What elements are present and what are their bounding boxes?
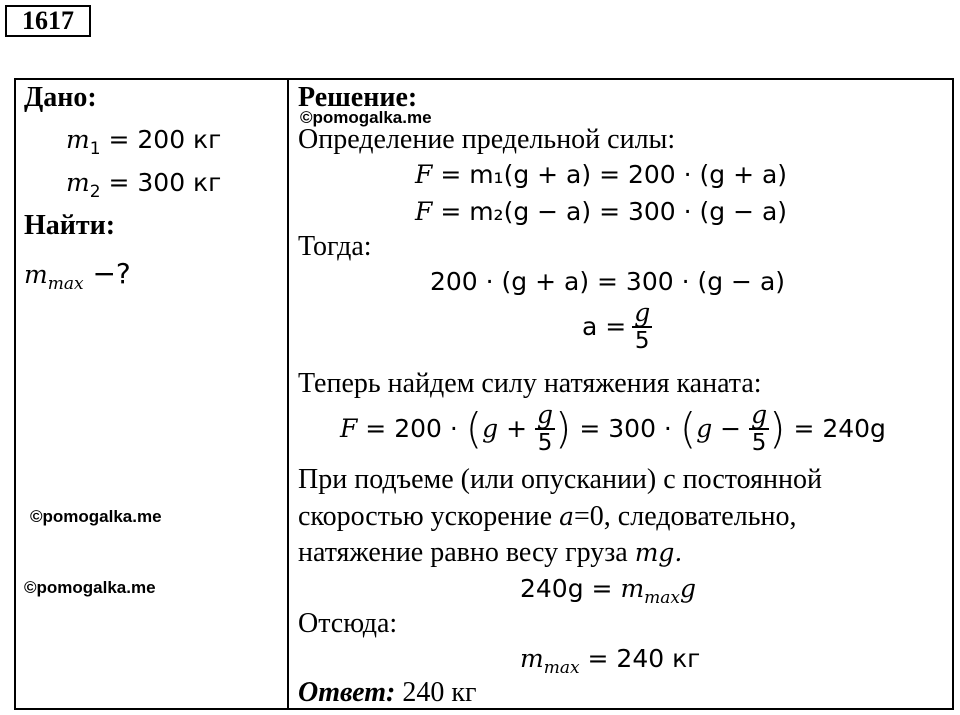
hence-text: Отсюда: <box>298 608 398 639</box>
given-m2: $m_2 = 300$ кг <box>66 168 222 202</box>
then-text: Тогда: <box>298 231 372 262</box>
tension-text: Теперь найдем силу натяжения каната: <box>298 368 762 399</box>
paragraph-line-3: натяжение равно весу груза mg. <box>298 537 683 568</box>
equation-a: a = $\frac{g}{5}$ <box>582 298 651 354</box>
watermark: ©pomogalka.me <box>24 578 156 597</box>
find-mmax: $m_{max}$ −? <box>24 257 131 294</box>
equation-1: F = m₁(g + a) = 200 · (g + a) <box>415 160 788 189</box>
given-m1: $m_1 = 200$ кг <box>66 125 222 159</box>
equation-5: $240g = m_{max}g$ <box>520 574 697 608</box>
problem-number: 1617 <box>5 5 91 37</box>
paragraph-line-1: При подъеме (или опускании) с постоянной <box>298 464 822 495</box>
watermark: ©pomogalka.me <box>30 507 162 526</box>
fraction-g-over-5: $\frac{g}{5}$ <box>634 298 651 354</box>
equation-4: F = 200 · ( g + $\frac{g}{5}$ ) = 300 · ( g − $\frac{g}{5}$ ) = 240g <box>340 400 886 456</box>
equation-2: F = m₂(g − a) = 300 · (g − a) <box>415 197 788 226</box>
solution-heading: Решение: <box>298 82 418 113</box>
given-heading: Дано: <box>24 82 97 113</box>
equation-6: $m_{max} = 240$ кг <box>520 644 701 678</box>
watermark: ©pomogalka.me <box>300 108 432 127</box>
equation-3: 200 · (g + a) = 300 · (g − a) <box>430 267 786 296</box>
column-divider <box>287 78 289 710</box>
find-heading: Найти: <box>24 210 116 241</box>
answer-line: Ответ: 240 кг <box>298 677 477 708</box>
paragraph-line-2: скоростью ускорение a=0, следовательно, <box>298 501 797 532</box>
limit-force-text: Определение предельной силы: <box>298 124 676 155</box>
